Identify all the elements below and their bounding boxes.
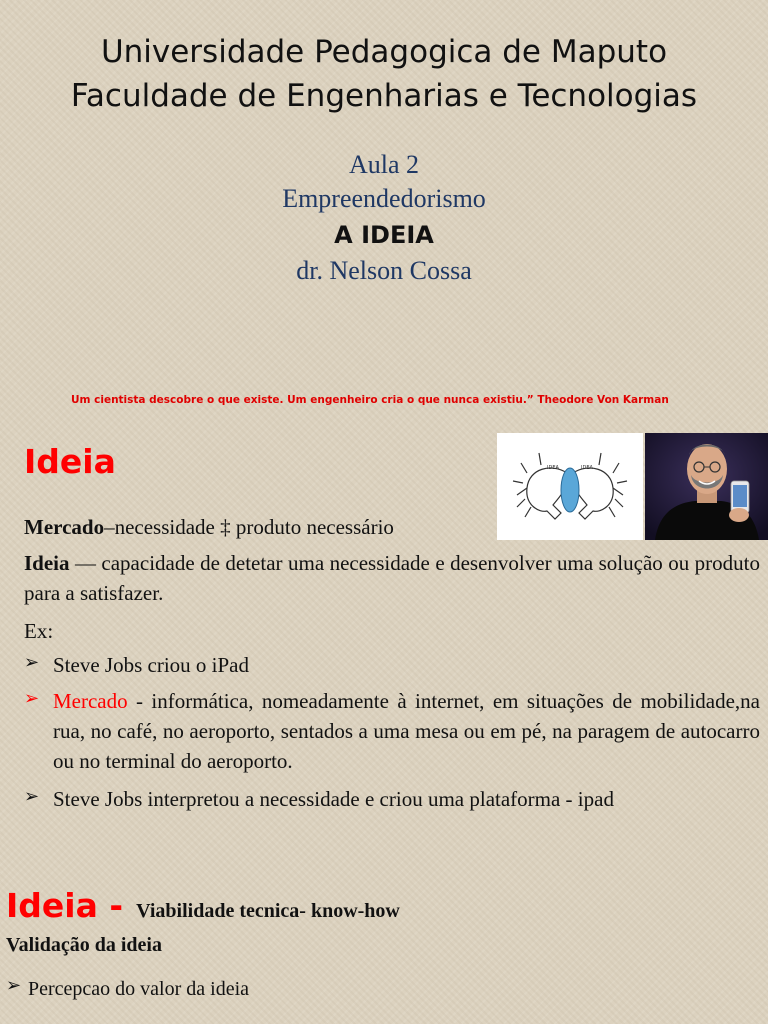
arrow-bullet-icon: ➢ (24, 786, 40, 807)
ideia-term: Ideia (24, 551, 70, 575)
section-title-ideia: Ideia (24, 442, 116, 481)
lesson-number: Aula 2 (348, 150, 420, 179)
mercado-definition (24, 512, 764, 542)
list-item (0, 686, 768, 782)
lecturer-name: dr. Nelson Cossa (296, 256, 472, 285)
list-item (0, 650, 768, 682)
validation-heading: Validação da ideia (6, 934, 162, 956)
arrow-bullet-icon: ➢ (6, 975, 22, 996)
section-title-viabilidade (6, 886, 766, 926)
mercado-bullet-text: - informática, nomeadamente à internet, em situações de mobilidade,na rua, no café, no aeroporto, sentados a uma mesa ou em pé, na paragem de autocarro ou no terminal do aeroporto. (53, 689, 760, 773)
example-label: Ex: (24, 619, 54, 643)
section2-title: Ideia - (6, 886, 124, 925)
faculty-name: Faculdade de Engenharias e Tecnologias (70, 78, 698, 114)
section2-subtitle: Viabilidade tecnica- know-how (136, 900, 400, 922)
mercado-def-text: –necessidade ‡ produto necessário (104, 515, 394, 539)
list-item (0, 974, 768, 1004)
mercado-highlight: Mercado (53, 689, 128, 713)
ideia-def-text: — capacidade de detetar uma necessidade e desenvolver uma solução ou produto para a satisfazer. (24, 551, 760, 605)
bullet-text: Steve Jobs criou o iPad (53, 653, 249, 677)
idea-label-left: IDEA (547, 465, 559, 471)
arrow-bullet-icon: ➢ (24, 688, 40, 709)
idea-label-right: IDEA (581, 465, 593, 471)
bullet-text: Steve Jobs interpretou a necessidade e criou uma plataforma - ipad (53, 787, 614, 811)
ideia-definition (24, 548, 760, 608)
topic-title: A IDEIA (334, 221, 434, 249)
list-item (0, 784, 768, 816)
university-name: Universidade Pedagogica de Maputo (100, 34, 668, 70)
bullet-text (53, 686, 760, 776)
bullet-text: Percepcao do valor da ideia (28, 978, 250, 1000)
course-name: Empreendedorismo (282, 184, 486, 213)
mercado-term: Mercado (24, 515, 105, 539)
arrow-bullet-icon: ➢ (24, 652, 40, 673)
quote-text: Um cientista descobre o que existe. Um engenheiro cria o que nunca existiu.” Theodore Von Karman (71, 394, 669, 406)
